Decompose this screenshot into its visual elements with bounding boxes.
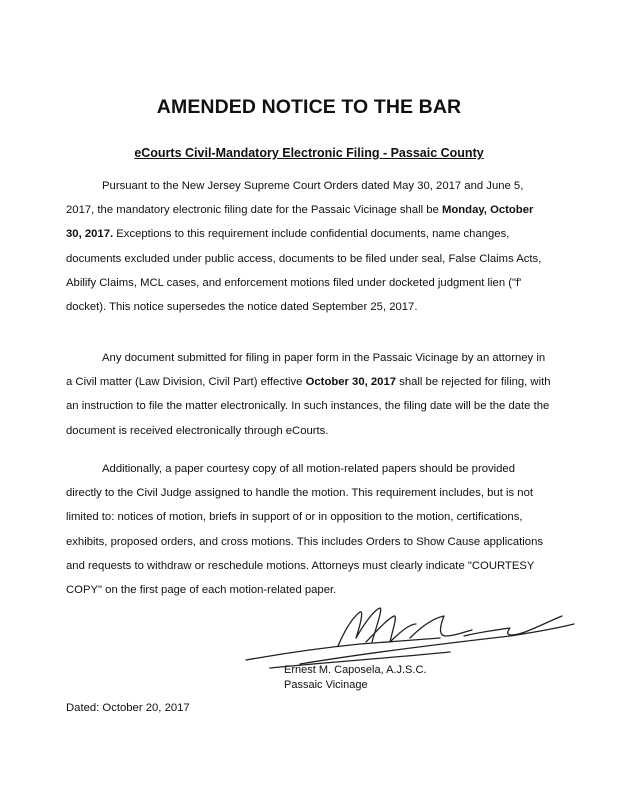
- page-title: AMENDED NOTICE TO THE BAR: [156, 96, 462, 118]
- paragraph1-text-a: Pursuant to the New Jersey Supreme Court Orders dated May 30, 2017 and June 5, 2017, the mandatory electronic filing date for the Passaic Vicinage shall be: [66, 180, 524, 217]
- paragraph2-text-a: Any document submitted for filing in paper form in the Passaic Vicinage by an attorney in a Civil matter (Law Division, Civil Part) effective: [66, 352, 546, 389]
- dated-line: Dated: October 20, 2017: [66, 702, 190, 714]
- paragraph-paper-rejection: [66, 346, 552, 443]
- paragraph2-text-b: shall be rejected for filing, with an instruction to file the matter electronically. In such instances, the filing date will be the date the document is received electronically through eCourts.: [66, 376, 551, 437]
- paragraph3-text: Additionally, a paper courtesy copy of all motion-related papers should be provided directly to the Civil Judge assigned to handle the motion. This requirement includes, but is not limited to: notices of motion, briefs in support of or in opposition to the motion, certifications, exhibits, proposed orders, and cross motions. This includes Orders to Show Cause applications and requests to withdraw or reschedule motions. Attorneys must clearly indicate "COURTESY COPY" on the first page of each motion-related paper.: [66, 463, 544, 597]
- paragraph2-bold-date: October 30, 2017: [305, 376, 397, 389]
- page-subtitle: eCourts Civil-Mandatory Electronic Filing - Passaic County: [134, 146, 484, 160]
- signature-block: [240, 602, 580, 691]
- paragraph1-text-b: Exceptions to this requirement include confidential documents, name changes, documents excluded under public access, documents to be filed under seal, False Claims Acts, Abilify Claims, MCL cases, and enforcement motions filed under docketed judgment lien ("f' docket). This notice supersedes the notice dated September 25, 2017.: [66, 228, 542, 314]
- signer-name: Ernest M. Caposela, A.J.S.C.: [284, 664, 427, 676]
- paragraph-effective-date: [66, 174, 552, 319]
- paragraph-courtesy-copy: [66, 457, 552, 602]
- signer-title: Passaic Vicinage: [284, 679, 368, 691]
- paragraph1-bold-date: Monday, October 30, 2017.: [66, 204, 534, 241]
